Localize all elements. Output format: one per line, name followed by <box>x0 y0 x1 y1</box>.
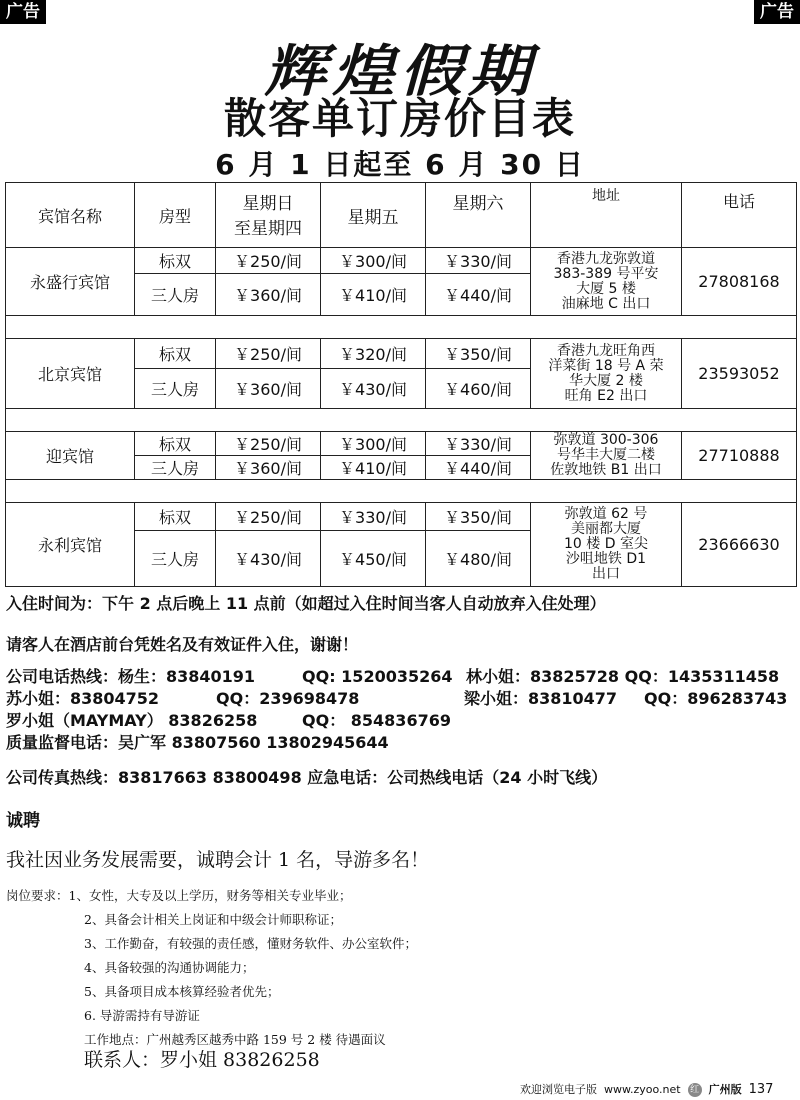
price-sat: ￥330/间 <box>426 248 531 274</box>
price-sun-thu: ￥250/间 <box>216 503 321 531</box>
address-line: 大厦 5 楼 <box>576 280 636 297</box>
page-number: 137 <box>748 1082 774 1097</box>
hotel-name: 迎宾馆 <box>6 432 135 480</box>
address-line: 美丽都大厦 <box>571 521 641 537</box>
price-sun-thu: ￥360/间 <box>216 369 321 409</box>
address-line: 弥敦道 62 号 <box>564 506 648 522</box>
table-row <box>6 248 797 274</box>
room-type: 标双 <box>135 432 216 456</box>
header-fri: 星期五 <box>321 183 426 248</box>
address-line: 号华丰大厦二楼 <box>557 447 655 463</box>
fax-hotline: 公司传真热线：83817663 83800498 应急电话：公司热线电话（24 小时飞线） <box>6 768 608 787</box>
ad-tag-right: 广告 <box>754 0 800 24</box>
hotel-phone: 27808168 <box>682 248 797 316</box>
price-sat: ￥350/间 <box>426 503 531 531</box>
address-line: 沙咀地铁 D1 <box>565 551 647 567</box>
price-sat: ￥350/间 <box>426 339 531 369</box>
address-line: 香港九龙弥敦道 <box>557 250 655 267</box>
price-sat: ￥440/间 <box>426 274 531 316</box>
table-spacer <box>6 480 797 503</box>
requirement-item: 2、具备会计相关上岗证和中级会计师职称证； <box>84 912 342 927</box>
requirement-item: 5、具备项目成本核算经验者优先； <box>84 984 280 999</box>
contact-lin: 林小姐：83825728 QQ：1435311458 <box>466 667 780 686</box>
address-line: 佐敦地铁 B1 出口 <box>550 462 662 478</box>
price-fri: ￥430/间 <box>321 369 426 409</box>
room-type: 三人房 <box>135 456 216 480</box>
header-sun-thu-line1: 星期日 <box>242 194 294 214</box>
hotel-phone: 23593052 <box>682 339 797 409</box>
footer-edition: 广州版 <box>708 1083 742 1096</box>
room-type: 三人房 <box>135 369 216 409</box>
hotel-name: 永利宾馆 <box>6 503 135 587</box>
checkin-notice: 请客人在酒店前台凭姓名及有效证件入住，谢谢！ <box>6 635 359 654</box>
recruit-contact: 联系人：罗小姐 83826258 <box>84 1049 320 1071</box>
table-spacer <box>6 316 797 339</box>
room-type: 标双 <box>135 503 216 531</box>
header-hotel: 宾馆名称 <box>6 183 135 248</box>
room-type: 三人房 <box>135 531 216 587</box>
table-row <box>6 503 797 531</box>
price-sun-thu: ￥250/间 <box>216 432 321 456</box>
job-requirements <box>6 884 417 1052</box>
ad-tag-left: 广告 <box>0 0 46 24</box>
header-sat: 星期六 <box>426 183 531 248</box>
price-sat: ￥440/间 <box>426 456 531 480</box>
contact-luo: 罗小姐（MAYMAY） 83826258 <box>6 711 258 730</box>
date-range: 6 月 1 日起至 6 月 30 日 <box>215 148 585 181</box>
footer-welcome: 欢迎浏览电子版 <box>520 1083 597 1096</box>
address-line: 香港九龙旺角西 <box>557 342 655 359</box>
address-line: 华大厦 2 楼 <box>569 372 643 389</box>
room-type: 三人房 <box>135 274 216 316</box>
room-type: 标双 <box>135 339 216 369</box>
price-sun-thu: ￥250/间 <box>216 339 321 369</box>
price-fri: ￥410/间 <box>321 456 426 480</box>
circle-logo-icon: 红 <box>688 1083 702 1097</box>
page-subtitle: 散客单订房价目表 <box>223 94 576 143</box>
header-phone: 电话 <box>682 183 797 248</box>
header-address: 地址 <box>531 183 682 248</box>
address-line: 10 楼 D 室尖 <box>564 536 648 552</box>
footer-site[interactable]: www.zyoo.net <box>604 1083 681 1096</box>
address-line: 洋菜街 18 号 A 荣 <box>548 357 664 374</box>
header-sun-thu-line2: 至星期四 <box>234 219 302 239</box>
requirement-item: 岗位要求：1、女性，大专及以上学历，财务等相关专业毕业； <box>6 888 352 903</box>
room-type: 标双 <box>135 248 216 274</box>
requirement-item: 工作地点：广州越秀区越秀中路 159 号 2 楼 待遇面议 <box>84 1032 386 1047</box>
price-sat: ￥330/间 <box>426 432 531 456</box>
price-fri: ￥410/间 <box>321 274 426 316</box>
price-sat: ￥460/间 <box>426 369 531 409</box>
page-footer <box>520 1081 773 1097</box>
table-spacer <box>6 409 797 432</box>
requirement-item: 6. 导游需持有导游证 <box>84 1008 200 1023</box>
contact-luo-qq: QQ： 854836769 <box>302 711 451 730</box>
recruit-main: 我社因业务发展需要，诚聘会计 1 名，导游多名！ <box>6 849 430 871</box>
brand-title: 辉煌假期 <box>263 38 536 104</box>
price-fri: ￥450/间 <box>321 531 426 587</box>
price-fri: ￥300/间 <box>321 248 426 274</box>
hotel-address <box>531 503 682 587</box>
contact-su: 苏小姐：83804752 <box>6 689 160 708</box>
contact-liang: 梁小姐：83810477 <box>464 689 618 708</box>
address-line: 383-389 号平安 <box>553 265 659 282</box>
recruit-title: 诚聘 <box>6 811 40 831</box>
hotel-address <box>531 432 682 480</box>
price-sat: ￥480/间 <box>426 531 531 587</box>
price-sun-thu: ￥430/间 <box>216 531 321 587</box>
price-sun-thu: ￥360/间 <box>216 456 321 480</box>
header-room-type: 房型 <box>135 183 216 248</box>
address-line: 出口 <box>592 566 620 582</box>
price-fri: ￥300/间 <box>321 432 426 456</box>
checkin-time: 入住时间为：下午 2 点后晚上 11 点前（如超过入住时间当客人自动放弃入住处理） <box>6 594 606 613</box>
price-fri: ￥320/间 <box>321 339 426 369</box>
requirement-item: 3、工作勤奋，有较强的责任感，懂财务软件、办公室软件； <box>84 936 417 951</box>
requirement-item: 4、具备较强的沟通协调能力； <box>84 960 255 975</box>
address-line: 油麻地 C 出口 <box>561 295 651 312</box>
contact-liang-qq: QQ：896283743 <box>644 689 788 708</box>
table-row <box>6 339 797 369</box>
contact-yang: 公司电话热线：杨生：83840191 <box>6 667 256 686</box>
hotel-name: 北京宾馆 <box>6 339 135 409</box>
price-sun-thu: ￥250/间 <box>216 248 321 274</box>
address-line: 旺角 E2 出口 <box>564 387 648 404</box>
hotel-phone: 23666630 <box>682 503 797 587</box>
table-row <box>6 432 797 456</box>
price-fri: ￥330/间 <box>321 503 426 531</box>
rate-table <box>5 182 797 587</box>
quality-hotline: 质量监督电话：吴广军 83807560 13802945644 <box>6 733 389 752</box>
hotel-address <box>531 248 682 316</box>
address-line: 弥敦道 300-306 <box>553 432 659 448</box>
hotel-phone: 27710888 <box>682 432 797 480</box>
contact-yang-qq: QQ: 1520035264 <box>302 667 453 686</box>
hotel-name: 永盛行宾馆 <box>6 248 135 316</box>
header-sun-thu <box>216 183 321 248</box>
contact-su-qq: QQ：239698478 <box>216 689 360 708</box>
price-sun-thu: ￥360/间 <box>216 274 321 316</box>
hotel-address <box>531 339 682 409</box>
